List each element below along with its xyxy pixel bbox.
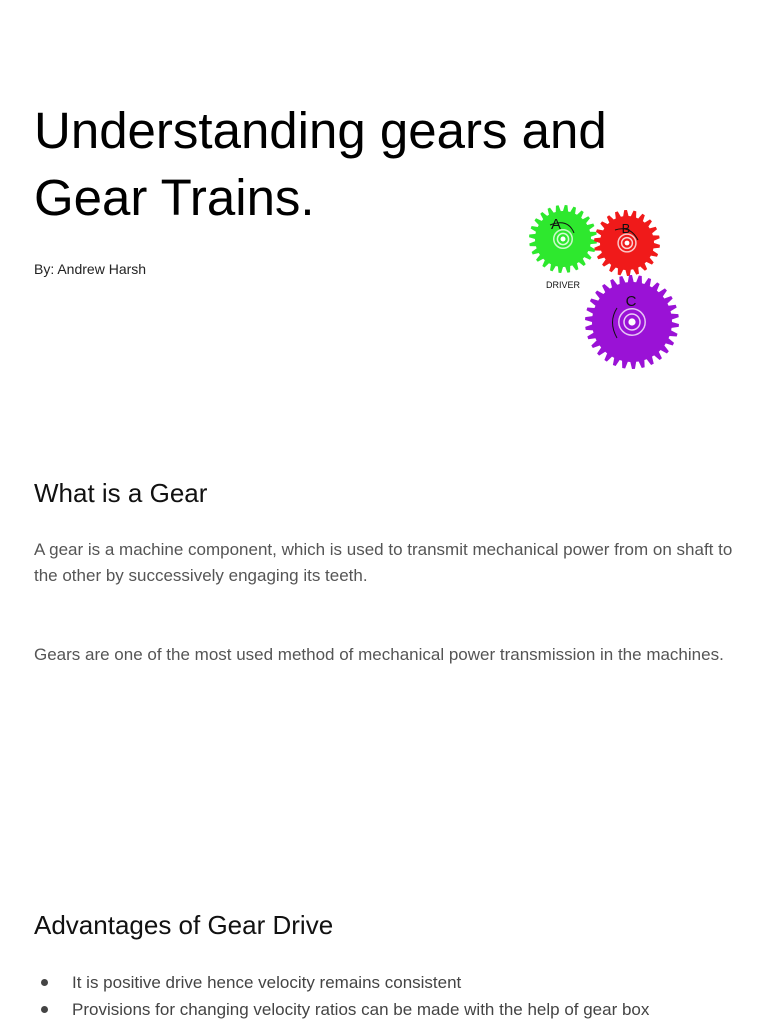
gear-train-diagram bbox=[520, 200, 690, 375]
gear-b-icon bbox=[594, 210, 660, 276]
gear-c-label: C bbox=[625, 293, 637, 310]
gear-a-icon bbox=[529, 205, 597, 273]
author-byline: By: Andrew Harsh bbox=[34, 261, 147, 277]
gear-c-icon bbox=[585, 275, 679, 369]
section-heading-advantages: Advantages of Gear Drive bbox=[34, 910, 334, 940]
section-heading-what-is-a-gear: What is a Gear bbox=[34, 478, 208, 508]
gear-b-label: B bbox=[621, 221, 631, 236]
title-line-2: Gear Trains. bbox=[34, 169, 315, 226]
list-item-text: Provisions for changing velocity ratios can be made with the help of gear box bbox=[72, 1000, 650, 1019]
list-item bbox=[34, 996, 754, 1023]
advantages-list bbox=[34, 969, 754, 1023]
list-item-text: It is positive drive hence velocity remains consistent bbox=[72, 973, 462, 992]
driver-label: DRIVER bbox=[545, 280, 581, 290]
bullet-icon bbox=[41, 979, 48, 986]
gear-a-label: A bbox=[550, 216, 562, 233]
title-line-1: Understanding gears and bbox=[34, 102, 607, 159]
paragraph-gear-usage: Gears are one of the most used method of mechanical power transmission in the machines. bbox=[34, 645, 724, 664]
paragraph-gear-definition: A gear is a machine component, which is used to transmit mechanical power from on shaft to the other by successively engaging its teeth. bbox=[34, 540, 733, 585]
list-item bbox=[34, 969, 754, 996]
bullet-icon bbox=[41, 1006, 48, 1013]
